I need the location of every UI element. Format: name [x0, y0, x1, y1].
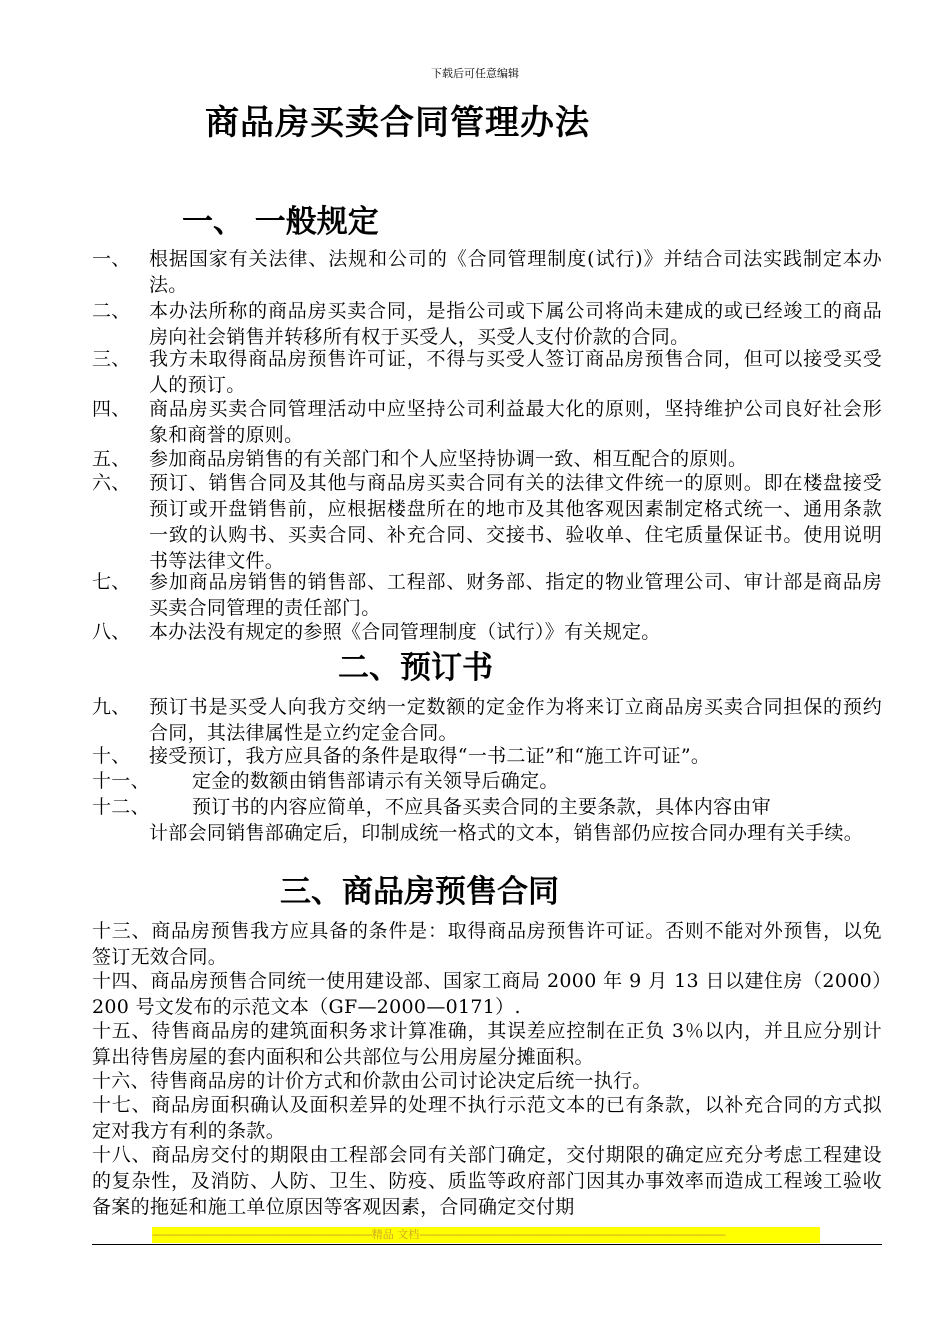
article-number: 十二、: [92, 796, 150, 818]
article-text: 商品房买卖合同管理活动中应坚持公司利益最大化的原则，坚持维护公司良好社会形象和商誉的原则。: [149, 398, 882, 446]
section-heading-general: 一、 一般规定: [182, 204, 379, 240]
article-17: 十七、商品房面积确认及面积差异的处理不执行示范文本的已有条款，以补充合同的方式拟定对我方有利的条款。: [92, 1094, 882, 1142]
article-1: [92, 246, 882, 298]
footer-label: 精品 文档: [371, 1228, 420, 1241]
article-5: [92, 446, 882, 472]
article-text: 本办法所称的商品房买卖合同，是指公司或下属公司将尚未建成的或已经竣工的商品房向社会销售并转移所有权于买受人，买受人支付价款的合同。: [149, 300, 882, 348]
article-number: 六、: [92, 472, 131, 494]
article-9: [92, 694, 882, 746]
article-number: 十一、: [92, 770, 150, 792]
article-text: 根据国家有关法律、法规和公司的《合同管理制度(试行)》并结合司法实践制定本办法。: [149, 248, 882, 296]
article-number: 七、: [92, 571, 131, 593]
article-number: 四、: [92, 398, 131, 420]
article-15: 十五、待售商品房的建筑面积务求计算准确，其误差应控制在正负 3％以内，并且应分别计算出待售房屋的套内面积和公共部位与公用房屋分摊面积。: [92, 1020, 882, 1068]
article-text: 预订、销售合同及其他与商品房买卖合同有关的法律文件统一的原则。即在楼盘接受预订或开盘销售前，应根据楼盘所在的地市及其他客观因素制定格式统一、通用条款一致的认购书、买卖合同、补充合同、交接书、验收单、住宅质量保证书。使用说明书等法律文件。: [149, 472, 882, 572]
article-4: [92, 396, 882, 448]
article-8: [92, 619, 882, 645]
article-text: 我方未取得商品房预售许可证，不得与买受人签订商品房预售合同，但可以接受买受人的预订。: [149, 348, 882, 396]
article-number: 一、: [92, 248, 131, 270]
document-title: 商品房买卖合同管理办法: [205, 103, 590, 143]
article-text: 参加商品房销售的销售部、工程部、财务部、指定的物业管理公司、审计部是商品房买卖合同管理的责任部门。: [149, 571, 882, 619]
article-13: 十三、商品房预售我方应具备的条件是：取得商品房预售许可证。否则不能对外预售，以免签订无效合同。: [92, 920, 882, 968]
article-number: 八、: [92, 621, 131, 643]
article-3: [92, 346, 882, 398]
article-7: [92, 569, 882, 621]
section-heading-presale-contract: 三、商品房预售合同: [280, 874, 559, 910]
article-text: 本办法没有规定的参照《合同管理制度（试行）》有关规定。: [149, 621, 661, 643]
article-2: [92, 298, 882, 350]
article-text-continued: 计部会同销售部确定后，印制成统一格式的文本，销售部仍应按合同办理有关手续。: [149, 822, 864, 844]
article-number: 三、: [92, 348, 131, 370]
section-heading-reservation: 二、预订书: [338, 650, 493, 686]
article-text: 定金的数额由销售部请示有关领导后确定。: [192, 770, 559, 792]
article-text: 预订书是买受人向我方交纳一定数额的定金作为将来订立商品房买卖合同担保的预约合同，其法律属性是立约定金合同。: [149, 696, 882, 744]
article-text: 接受预订，我方应具备的条件是取得“一书二证”和“施工许可证”。: [149, 745, 711, 767]
article-text: [149, 794, 882, 846]
article-number: 九、: [92, 696, 131, 718]
article-number: 十、: [92, 745, 131, 767]
article-number: 二、: [92, 300, 131, 322]
article-text: 参加商品房销售的有关部门和个人应坚持协调一致、相互配合的原则。: [149, 448, 748, 470]
footer-dashes-left: --------------------------------------------------------------------------: [152, 1228, 372, 1241]
article-14: 十四、商品房预售合同统一使用建设部、国家工商局 2000 年 9 月 13 日以建住房（2000）200 号文发布的示范文本（GF—2000—0171）.: [92, 970, 882, 1018]
footer-dashes-right: -------------------------------------------------------------------------------------------------------: [419, 1228, 726, 1241]
footer-divider: [92, 1244, 882, 1245]
article-16: 十六、待售商品房的计价方式和价款由公司讨论决定后统一执行。: [92, 1070, 652, 1092]
article-11: [92, 768, 882, 794]
footer-banner: [152, 1227, 820, 1243]
article-text-first-line: 预订书的内容应简单，不应具备买卖合同的主要条款，具体内容由审: [192, 796, 772, 818]
article-6: [92, 470, 882, 574]
article-10: [92, 743, 882, 769]
article-12: [92, 794, 882, 846]
article-number: 五、: [92, 448, 131, 470]
article-18: 十八、商品房交付的期限由工程部会同有关部门确定，交付期限的确定应充分考虑工程建设的复杂性，及消防、人防、卫生、防疫、质监等政府部门因其办事效率而造成工程竣工验收备案的拖延和施工单位原因等客观因素，合同确定交付期: [92, 1144, 882, 1218]
header-note: 下载后可任意编辑: [431, 67, 519, 80]
